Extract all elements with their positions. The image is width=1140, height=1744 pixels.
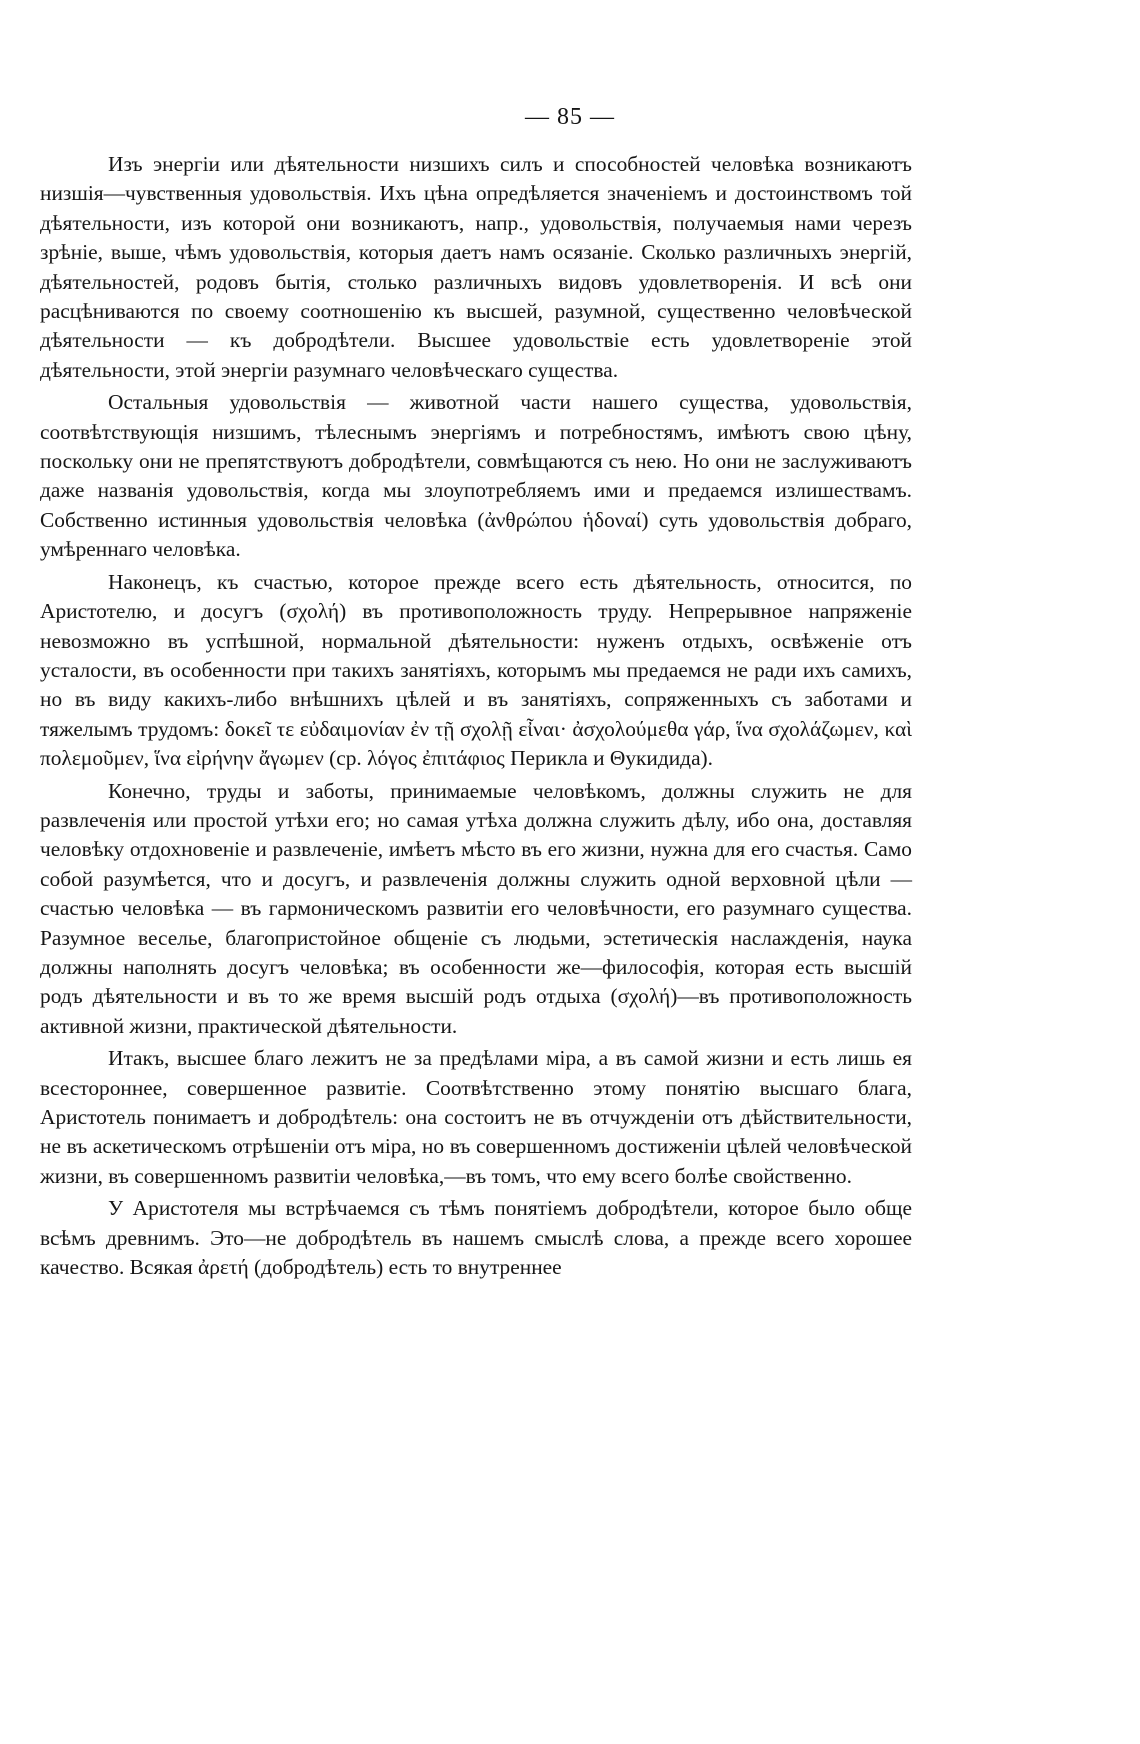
paragraph: Конечно, труды и заботы, принимаемые человѣкомъ, должны служить не для развлеченія или простой утѣхи его; но самая утѣха должна служить дѣлу, ибо она, доставляя человѣку отдохновеніе и развлеченіе, имѣетъ мѣсто въ его жизни, нужна для его счастья. Само собой разумѣется, что и досугъ, и развлеченія должны служить одной верховной цѣли — счастью человѣка — въ гармоническомъ развитіи его человѣчности, его разумнаго существа. Разумное веселье, благопристойное общеніе съ людьми, эстетическія наслажденія, наука должны наполнять досугъ человѣка; въ особенности же—философія, которая есть высшій родъ дѣятельности и въ то же время высшій родъ отдыха (σχολή)—въ противоположность активной жизни, практической дѣятельности.: [40, 778, 912, 1038]
paragraph: Изъ энергіи или дѣятельности низшихъ силъ и способностей человѣка возникаютъ низшія—чувственныя удовольствія. Ихъ цѣна опредѣляется значеніемъ и достоинствомъ той дѣятельности, изъ которой они возникаютъ, напр., удовольствія, получаемыя нами черезъ зрѣніе, выше, чѣмъ удовольствія, которыя даетъ намъ осязаніе. Сколько различныхъ энергій, дѣятельностей, родовъ бытія, столько различныхъ видовъ удовлетворенія. И всѣ они расцѣниваются по своему соотношенію къ высшей, разумной, существенно человѣческой дѣятельности — къ добродѣтели. Высшее удовольствіе есть удовлетвореніе этой дѣятельности, этой энергіи разумнаго человѣческаго существа.: [40, 152, 912, 382]
page-number: — 85 —: [525, 104, 615, 130]
paragraph: Итакъ, высшее благо лежитъ не за предѣлами міра, а въ самой жизни и есть лишь ея всестороннее, совершенное развитіе. Соотвѣтственно этому понятію высшаго блага, Аристотель понимаетъ и добродѣтель: она состоитъ не въ отчужденіи отъ дѣйствительности, не въ аскетическомъ отрѣшеніи отъ міра, но въ совершенномъ достиженіи цѣлей человѣческой жизни, въ совершенномъ развитіи человѣка,—въ томъ, что ему всего болѣе свойственно.: [40, 1046, 912, 1188]
body-text: [40, 150, 912, 1282]
paragraph: Остальныя удовольствія — животной части нашего существа, удовольствія, соотвѣтствующія низшимъ, тѣлеснымъ энергіямъ и потребностямъ, имѣютъ свою цѣну, поскольку они не препятствуютъ добродѣтели, совмѣщаются съ нею. Но они не заслуживаютъ даже названія удовольствія, когда мы злоупотребляемъ ими и предаемся излишествамъ. Собственно истинныя удовольствія человѣка (ἀνθρώπου ἡδοναί) суть удовольствія добраго, умѣреннаго человѣка.: [40, 390, 912, 562]
paragraph: Наконецъ, къ счастью, которое прежде всего есть дѣятельность, относится, по Аристотелю, и досугъ (σχολή) въ противоположность труду. Непрерывное напряженіе невозможно въ успѣшной, нормальной дѣятельности: нуженъ отдыхъ, освѣженіе отъ усталости, въ особенности при такихъ занятіяхъ, которымъ мы предаемся не ради ихъ самихъ, но въ виду какихъ-либо внѣшнихъ цѣлей и въ занятіяхъ, сопряженныхъ съ заботами и тяжелымъ трудомъ: δοκεῖ τε εὐδαιμονίαν ἐν τῇ σχολῇ εἶναι· ἀσχολούμεθα γάρ, ἵνα σχολάζωμεν, καὶ πολεμοῦμεν, ἵνα εἰρήνην ἄγωμεν (ср. λόγος ἐπιτάφιος Перикла и Θукидида).: [40, 569, 912, 771]
paragraph: У Аристотеля мы встрѣчаемся съ тѣмъ понятіемъ добродѣтели, которое было обще всѣмъ древнимъ. Это—не добродѣтель въ нашемъ смыслѣ слова, а прежде всего хорошее качество. Всякая ἀρετή (добродѣтель) есть то внутреннее: [40, 1196, 912, 1280]
